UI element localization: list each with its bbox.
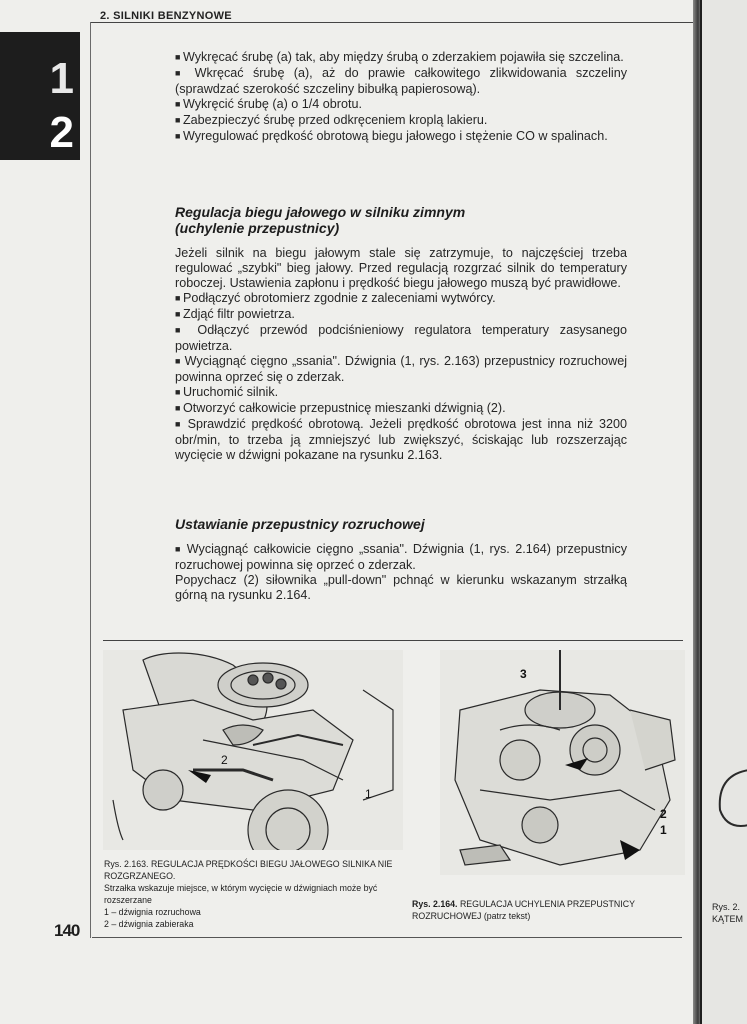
figure-164-callout-3: 3 bbox=[520, 667, 527, 681]
figure-164-callout-1: 1 bbox=[660, 823, 667, 837]
step-3: ■ Odłączyć przewód podciśnieniowy regulatora temperatury zasysanego powietrza. bbox=[175, 323, 627, 354]
figure-2-164-illustration bbox=[440, 650, 685, 875]
step-2: ■ Zdjąć filtr powietrza. bbox=[175, 307, 627, 323]
figure-2-163-caption bbox=[104, 858, 394, 930]
step-choke-2: Popychacz (2) siłownika „pull-down" pchnąć w kierunku wskazanym strzałką górną na rysunku 2.164. bbox=[175, 573, 627, 602]
step-1: ■ Podłączyć obrotomierz zgodnie z zaleceniami wytwórcy. bbox=[175, 291, 627, 307]
figure-2-164-caption bbox=[412, 898, 690, 922]
chapter-tab-2: 2 bbox=[0, 104, 80, 160]
right-caption-1: Rys. 2. bbox=[712, 902, 741, 912]
instruction-4: ■ Zabezpieczyć śrubę przed odkręceniem kroplą lakieru. bbox=[175, 113, 627, 129]
caption-title: Rys. 2.163. REGULACJA PRĘDKOŚCI BIEGU JAŁOWEGO SILNIKA NIE ROZGRZANEGO. bbox=[104, 859, 393, 881]
margin-rule bbox=[90, 22, 91, 938]
instruction-5: ■ Wyregulować prędkość obrotową biegu jałowego i stężenie CO w spalinach. bbox=[175, 129, 627, 145]
right-page-edge bbox=[700, 0, 747, 1024]
step-4: ■ Wyciągnąć cięgno „ssania". Dźwignia (1, rys. 2.163) przepustnicy rozruchowej powinna oprzeć się o zderzak. bbox=[175, 354, 627, 385]
right-caption-2: KĄTEM bbox=[712, 914, 744, 924]
step-5: ■ Uruchomić silnik. bbox=[175, 385, 627, 401]
section-heading: Regulacja biegu jałowego w silniku zimnym bbox=[175, 204, 466, 220]
figure-2-163-illustration bbox=[103, 650, 403, 850]
figure-163-callout-2: 2 bbox=[221, 753, 228, 767]
instruction-2: ■ Wkręcać śrubę (a), aż do prawie całkowitego zlikwidowania szczeliny (sprawdzać szerokość szczeliny bibułką papierosową). bbox=[175, 66, 627, 97]
section-choke-setting bbox=[175, 516, 627, 603]
section-idle-cold bbox=[175, 204, 627, 463]
legend-item-1: 1 – dźwignia rozruchowa bbox=[104, 907, 201, 917]
chapter-tab-1: 1 bbox=[0, 32, 80, 122]
caption-body: REGULACJA UCHYLENIA PRZEPUSTNICY ROZRUCHOWEJ (patrz tekst) bbox=[412, 899, 635, 921]
instruction-1: ■ Wykręcać śrubę (a) tak, aby między śrubą o zderzakiem pojawiła się szczelina. bbox=[175, 50, 627, 66]
instruction-3: ■ Wykręcić śrubę (a) o 1/4 obrotu. bbox=[175, 97, 627, 113]
caption-body: Strzałka wskazuje miejsce, w którym wycięcie w dźwigniach może być rozszerzane bbox=[104, 883, 378, 905]
right-page-figure-fragment bbox=[712, 740, 747, 840]
section-heading: Ustawianie przepustnicy rozruchowej bbox=[175, 516, 425, 532]
section-intro: Jeżeli silnik na biegu jałowym stale się zatrzymuje, to najczęściej trzeba regulować „szybki" bieg jałowy. Przed regulacją rozgrzać silnik do temperatury roboczej. Ustawienia zapłonu i prędkość biegu jałowego muszą być prawidłowe. bbox=[175, 246, 627, 290]
step-choke-1: ■ Wyciągnąć całkowicie cięgno „ssania". Dźwignia (1, rys. 2.164) przepustnicy rozruchowej powinna się oprzeć o zderzak. bbox=[175, 542, 627, 573]
bottom-rule bbox=[92, 937, 682, 938]
chapter-title: 2. SILNIKI BENZYNOWE bbox=[100, 10, 232, 22]
step-7: ■ Sprawdzić prędkość obrotową. Jeżeli prędkość obrotowa jest inna niż 3200 obr/min, to trzeba ją zmniejszyć lub zwiększyć, ściskając lub rozszerzając wycięcie w dźwigni pokazane na rysunku 2.163. bbox=[175, 417, 627, 463]
caption-title: Rys. 2.164. bbox=[412, 899, 458, 909]
text-block-top bbox=[175, 50, 627, 145]
step-6: ■ Otworzyć całkowicie przepustnicę mieszanki dźwignią (2). bbox=[175, 401, 627, 417]
figure-separator bbox=[103, 640, 683, 641]
figure-163-callout-1: 1 bbox=[365, 787, 372, 801]
figure-164-callout-2: 2 bbox=[660, 807, 667, 821]
running-header bbox=[90, 8, 695, 23]
legend-item-2: 2 – dźwignia zabieraka bbox=[104, 919, 194, 929]
section-heading-sub: (uchylenie przepustnicy) bbox=[175, 220, 340, 236]
page-number: 140 bbox=[54, 921, 80, 940]
